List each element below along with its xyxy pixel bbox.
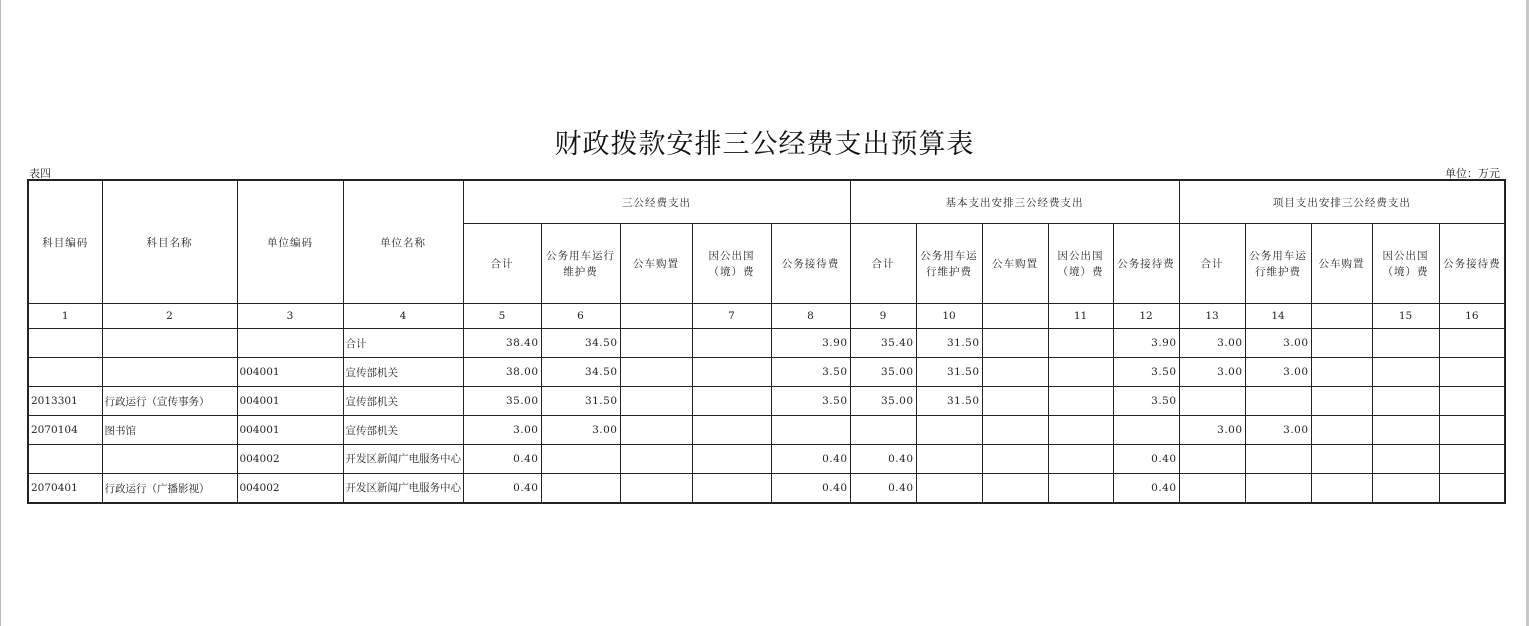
value-cell: 0.40 bbox=[850, 445, 916, 474]
subject-name-cell: 行政运行（广播影视） bbox=[102, 474, 237, 504]
value-cell bbox=[1113, 416, 1179, 445]
column-number: 4 bbox=[343, 304, 463, 329]
value-cell: 38.00 bbox=[463, 358, 541, 387]
header-subject-code: 科目编码 bbox=[28, 180, 102, 304]
value-cell bbox=[1179, 445, 1245, 474]
column-number: 15 bbox=[1372, 304, 1439, 329]
value-cell bbox=[1372, 358, 1439, 387]
subject-code-cell: 2013301 bbox=[28, 387, 102, 416]
value-cell: 3.50 bbox=[1113, 387, 1179, 416]
table-body bbox=[28, 329, 1505, 504]
column-number: 9 bbox=[850, 304, 916, 329]
value-cell bbox=[620, 358, 692, 387]
table-row bbox=[28, 358, 1505, 387]
value-cell: 0.40 bbox=[1113, 474, 1179, 504]
value-cell bbox=[620, 387, 692, 416]
column-number: 11 bbox=[1048, 304, 1113, 329]
value-cell bbox=[1439, 445, 1505, 474]
value-cell bbox=[692, 358, 771, 387]
value-cell bbox=[1439, 416, 1505, 445]
value-cell bbox=[620, 416, 692, 445]
value-cell: 3.50 bbox=[771, 358, 850, 387]
header-item-0-3: 因公出国（境）费 bbox=[692, 224, 771, 304]
value-cell: 3.00 bbox=[1245, 329, 1311, 358]
table-row bbox=[28, 474, 1505, 504]
header-group-basic: 基本支出安排三公经费支出 bbox=[850, 180, 1179, 224]
column-number: 3 bbox=[237, 304, 343, 329]
unit-label: 单位：万元 bbox=[1445, 167, 1500, 180]
value-cell bbox=[1245, 387, 1311, 416]
header-item-1-0: 合计 bbox=[850, 224, 916, 304]
value-cell: 31.50 bbox=[916, 358, 982, 387]
unit-name-cell: 宣传部机关 bbox=[343, 358, 463, 387]
value-cell bbox=[541, 474, 620, 504]
column-number: 1 bbox=[28, 304, 102, 329]
value-cell bbox=[982, 474, 1048, 504]
value-cell: 3.00 bbox=[1179, 329, 1245, 358]
value-cell bbox=[982, 445, 1048, 474]
value-cell bbox=[1311, 474, 1372, 504]
value-cell bbox=[1311, 387, 1372, 416]
value-cell bbox=[850, 416, 916, 445]
column-number: 6 bbox=[541, 304, 620, 329]
value-cell bbox=[1372, 445, 1439, 474]
value-cell bbox=[1372, 474, 1439, 504]
unit-code-cell: 004001 bbox=[237, 387, 343, 416]
value-cell bbox=[692, 329, 771, 358]
value-cell bbox=[1245, 474, 1311, 504]
value-cell: 0.40 bbox=[1113, 445, 1179, 474]
value-cell: 3.00 bbox=[1179, 416, 1245, 445]
value-cell: 0.40 bbox=[463, 474, 541, 504]
value-cell bbox=[692, 474, 771, 504]
header-item-2-0: 合计 bbox=[1179, 224, 1245, 304]
header-group-project: 项目支出安排三公经费支出 bbox=[1179, 180, 1505, 224]
subject-name-cell bbox=[102, 329, 237, 358]
column-number bbox=[1311, 304, 1372, 329]
budget-table bbox=[27, 179, 1506, 504]
value-cell bbox=[916, 445, 982, 474]
subject-code-cell: 2070104 bbox=[28, 416, 102, 445]
value-cell bbox=[1179, 387, 1245, 416]
value-cell bbox=[1311, 358, 1372, 387]
page-title: 财政拨款安排三公经费支出预算表 bbox=[554, 129, 975, 160]
unit-code-cell: 004002 bbox=[237, 445, 343, 474]
subject-name-cell: 图书馆 bbox=[102, 416, 237, 445]
header-item-2-2: 公车购置 bbox=[1311, 224, 1372, 304]
subject-code-cell: 2070401 bbox=[28, 474, 102, 504]
unit-name-cell: 开发区新闻广电服务中心 bbox=[343, 445, 463, 474]
value-cell: 3.50 bbox=[1113, 358, 1179, 387]
value-cell bbox=[982, 358, 1048, 387]
value-cell bbox=[1048, 329, 1113, 358]
column-number: 16 bbox=[1439, 304, 1505, 329]
column-number: 7 bbox=[692, 304, 771, 329]
value-cell bbox=[1439, 358, 1505, 387]
value-cell bbox=[916, 416, 982, 445]
header-item-1-3: 因公出国（境）费 bbox=[1048, 224, 1113, 304]
value-cell: 0.40 bbox=[463, 445, 541, 474]
table-row bbox=[28, 329, 1505, 358]
column-number: 2 bbox=[102, 304, 237, 329]
subject-code-cell bbox=[28, 358, 102, 387]
value-cell bbox=[692, 387, 771, 416]
unit-code-cell: 004001 bbox=[237, 416, 343, 445]
value-cell bbox=[982, 329, 1048, 358]
value-cell: 3.00 bbox=[1179, 358, 1245, 387]
value-cell: 35.00 bbox=[850, 387, 916, 416]
value-cell bbox=[1311, 445, 1372, 474]
value-cell: 3.90 bbox=[1113, 329, 1179, 358]
value-cell: 3.90 bbox=[771, 329, 850, 358]
table-row bbox=[28, 416, 1505, 445]
value-cell bbox=[1048, 474, 1113, 504]
page-edge bbox=[0, 0, 1, 626]
unit-name-cell: 宣传部机关 bbox=[343, 387, 463, 416]
value-cell bbox=[1048, 416, 1113, 445]
column-number: 5 bbox=[463, 304, 541, 329]
value-cell: 34.50 bbox=[541, 329, 620, 358]
header-item-2-4: 公务接待费 bbox=[1439, 224, 1505, 304]
table-row bbox=[28, 445, 1505, 474]
header-item-0-4: 公务接待费 bbox=[771, 224, 850, 304]
value-cell bbox=[541, 445, 620, 474]
header-unit-code: 单位编码 bbox=[237, 180, 343, 304]
column-number bbox=[620, 304, 692, 329]
unit-code-cell bbox=[237, 329, 343, 358]
value-cell bbox=[771, 416, 850, 445]
value-cell bbox=[620, 445, 692, 474]
unit-name-cell: 宣传部机关 bbox=[343, 416, 463, 445]
value-cell: 35.00 bbox=[850, 358, 916, 387]
value-cell bbox=[1439, 387, 1505, 416]
value-cell: 3.00 bbox=[541, 416, 620, 445]
value-cell: 3.00 bbox=[1245, 416, 1311, 445]
value-cell bbox=[982, 387, 1048, 416]
column-number: 12 bbox=[1113, 304, 1179, 329]
value-cell: 0.40 bbox=[771, 445, 850, 474]
header-row-groups bbox=[28, 180, 1505, 224]
column-number bbox=[982, 304, 1048, 329]
value-cell bbox=[1372, 387, 1439, 416]
header-item-0-1: 公务用车运行维护费 bbox=[541, 224, 620, 304]
value-cell: 35.40 bbox=[850, 329, 916, 358]
column-number: 10 bbox=[916, 304, 982, 329]
unit-name-cell: 开发区新闻广电服务中心 bbox=[343, 474, 463, 504]
subject-name-cell bbox=[102, 358, 237, 387]
header-item-1-2: 公车购置 bbox=[982, 224, 1048, 304]
header-group-total: 三公经费支出 bbox=[463, 180, 850, 224]
value-cell: 38.40 bbox=[463, 329, 541, 358]
header-item-0-0: 合计 bbox=[463, 224, 541, 304]
value-cell: 3.00 bbox=[463, 416, 541, 445]
column-number: 8 bbox=[771, 304, 850, 329]
header-item-1-4: 公务接待费 bbox=[1113, 224, 1179, 304]
header-item-1-1: 公务用车运行维护费 bbox=[916, 224, 982, 304]
value-cell bbox=[1372, 329, 1439, 358]
value-cell bbox=[692, 445, 771, 474]
value-cell bbox=[692, 416, 771, 445]
value-cell bbox=[1179, 474, 1245, 504]
value-cell bbox=[1245, 445, 1311, 474]
value-cell: 34.50 bbox=[541, 358, 620, 387]
value-cell: 31.50 bbox=[916, 387, 982, 416]
value-cell: 31.50 bbox=[541, 387, 620, 416]
subject-name-cell: 行政运行（宣传事务） bbox=[102, 387, 237, 416]
value-cell: 3.00 bbox=[1245, 358, 1311, 387]
column-number-row bbox=[28, 304, 1505, 329]
subject-name-cell bbox=[102, 445, 237, 474]
value-cell bbox=[1048, 445, 1113, 474]
table-id: 表四 bbox=[29, 167, 51, 180]
header-item-2-1: 公务用车运行维护费 bbox=[1245, 224, 1311, 304]
subject-code-cell bbox=[28, 329, 102, 358]
unit-code-cell: 004002 bbox=[237, 474, 343, 504]
column-number: 14 bbox=[1245, 304, 1311, 329]
value-cell bbox=[1048, 387, 1113, 416]
value-cell bbox=[1439, 329, 1505, 358]
value-cell: 31.50 bbox=[916, 329, 982, 358]
value-cell bbox=[620, 474, 692, 504]
value-cell bbox=[1311, 416, 1372, 445]
value-cell: 35.00 bbox=[463, 387, 541, 416]
header-item-0-2: 公车购置 bbox=[620, 224, 692, 304]
header-item-2-3: 因公出国（境）费 bbox=[1372, 224, 1439, 304]
value-cell: 3.50 bbox=[771, 387, 850, 416]
unit-name-cell: 合计 bbox=[343, 329, 463, 358]
value-cell bbox=[916, 474, 982, 504]
header-subject-name: 科目名称 bbox=[102, 180, 237, 304]
value-cell bbox=[1311, 329, 1372, 358]
value-cell bbox=[1372, 416, 1439, 445]
subject-code-cell bbox=[28, 445, 102, 474]
column-number: 13 bbox=[1179, 304, 1245, 329]
value-cell bbox=[1048, 358, 1113, 387]
value-cell bbox=[1439, 474, 1505, 504]
table-row bbox=[28, 387, 1505, 416]
value-cell bbox=[620, 329, 692, 358]
value-cell bbox=[982, 416, 1048, 445]
value-cell: 0.40 bbox=[771, 474, 850, 504]
value-cell: 0.40 bbox=[850, 474, 916, 504]
unit-code-cell: 004001 bbox=[237, 358, 343, 387]
header-unit-name: 单位名称 bbox=[343, 180, 463, 304]
